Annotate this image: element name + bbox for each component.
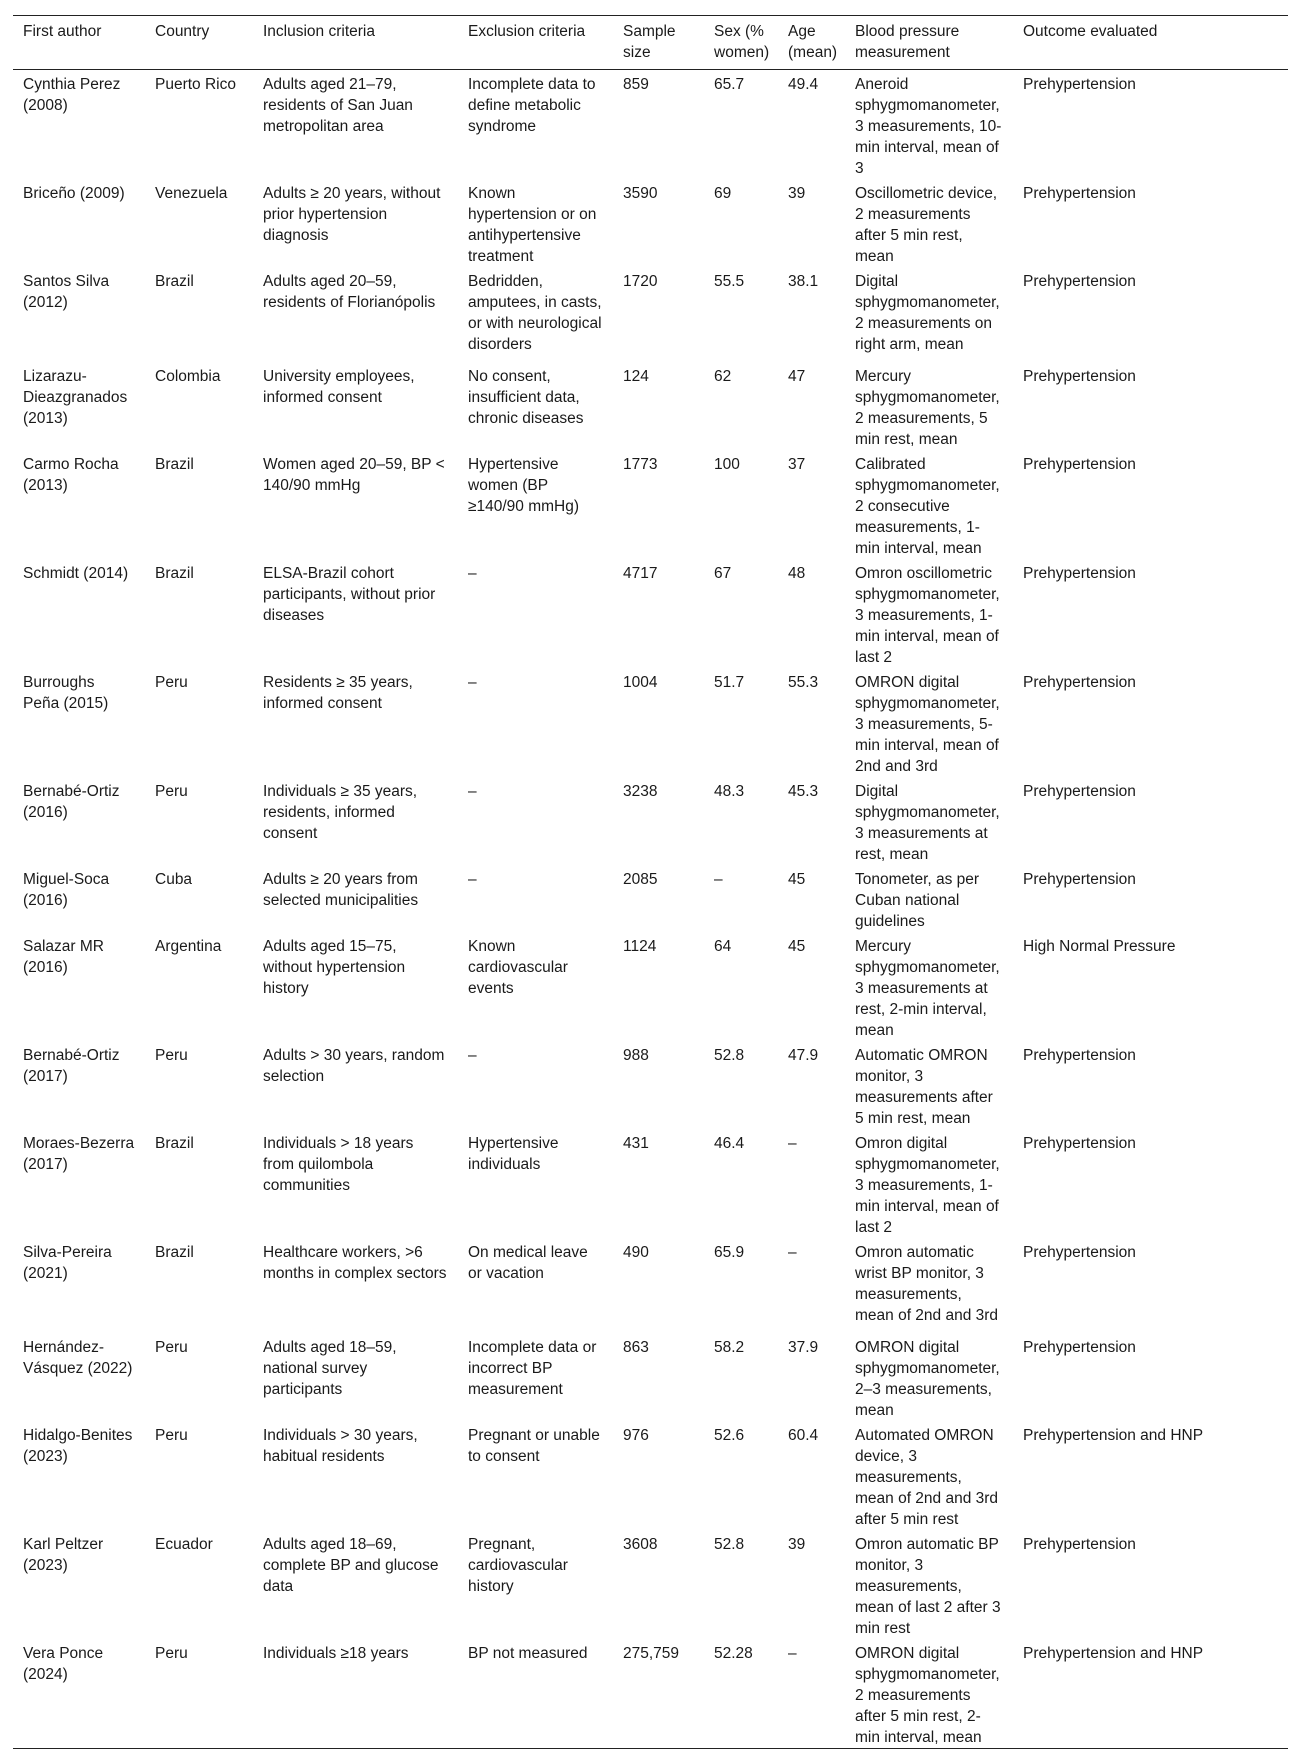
cell-exclusion-criteria: Known hypertension or on antihypertensive treatment: [468, 185, 597, 265]
cell-outcome: Prehypertension: [1023, 273, 1136, 290]
header-inclusion-criteria: Inclusion criteria: [263, 23, 375, 40]
cell-age: –: [788, 1135, 797, 1152]
cell-age: 49.4: [788, 76, 819, 93]
cell-bp-measurement: Tonometer, as per Cuban national guidelines: [855, 871, 980, 930]
cell-exclusion-criteria: Incomplete data to define metabolic syndrome: [468, 76, 596, 135]
cell-bp-measurement: Omron automatic wrist BP monitor, 3 measurements, mean of 2nd and 3rd: [855, 1244, 999, 1324]
cell-sex: 62: [714, 368, 732, 385]
cell-sex: 52.8: [714, 1047, 745, 1064]
cell-country: Argentina: [155, 938, 222, 955]
cell-inclusion-criteria: Individuals ≥18 years: [263, 1645, 409, 1662]
studies-table-container: [13, 15, 1288, 1749]
cell-country: Peru: [155, 783, 188, 800]
table-row: [13, 932, 1288, 1041]
cell-sex: –: [714, 871, 723, 888]
cell-bp-measurement: Omron oscillometric sphygmomanometer, 3 measurements, 1-min interval, mean of last 2: [855, 565, 1000, 666]
cell-sample-size: 859: [623, 76, 649, 93]
cell-outcome: High Normal Pressure: [1023, 938, 1176, 955]
table-row: [13, 865, 1288, 932]
cell-age: –: [788, 1244, 797, 1261]
cell-outcome: Prehypertension: [1023, 565, 1136, 582]
cell-country: Brazil: [155, 1244, 194, 1261]
cell-outcome: Prehypertension: [1023, 1244, 1136, 1261]
cell-bp-measurement: Oscillometric device, 2 measurements after 5 min rest, mean: [855, 185, 998, 265]
table-body: [13, 70, 1288, 1749]
cell-first-author: Schmidt (2014): [23, 565, 129, 582]
cell-first-author: Briceño (2009): [23, 185, 125, 202]
cell-inclusion-criteria: Adults ≥ 20 years, without prior hypertension diagnosis: [263, 185, 441, 244]
cell-country: Brazil: [155, 565, 194, 582]
cell-sample-size: 2085: [623, 871, 658, 888]
cell-sample-size: 431: [623, 1135, 649, 1152]
cell-exclusion-criteria: Hypertensive women (BP ≥140/90 mmHg): [468, 456, 580, 515]
cell-country: Venezuela: [155, 185, 228, 202]
cell-outcome: Prehypertension: [1023, 185, 1136, 202]
cell-bp-measurement: Omron digital sphygmomanometer, 3 measurements, 1-min interval, mean of last 2: [855, 1135, 1000, 1236]
cell-sample-size: 275,759: [623, 1645, 680, 1662]
cell-sex: 65.7: [714, 76, 745, 93]
cell-first-author: Bernabé-Ortiz (2017): [23, 1047, 120, 1085]
cell-bp-measurement: Automated OMRON device, 3 measurements, mean of 2nd and 3rd after 5 min rest: [855, 1427, 999, 1528]
cell-age: 37.9: [788, 1339, 819, 1356]
table-row: [13, 70, 1288, 180]
table-row: [13, 1639, 1288, 1749]
cell-inclusion-criteria: Individuals > 30 years, habitual residents: [263, 1427, 418, 1465]
cell-exclusion-criteria: –: [468, 871, 477, 888]
cell-exclusion-criteria: Known cardiovascular events: [468, 938, 568, 997]
cell-first-author: Miguel-Soca (2016): [23, 871, 110, 909]
cell-age: 39: [788, 185, 806, 202]
cell-outcome: Prehypertension: [1023, 783, 1136, 800]
table-row: [13, 1421, 1288, 1530]
cell-bp-measurement: Omron automatic BP monitor, 3 measurements, mean of last 2 after 3 min rest: [855, 1536, 1001, 1637]
cell-first-author: Santos Silva (2012): [23, 273, 110, 311]
cell-age: 45.3: [788, 783, 819, 800]
cell-outcome: Prehypertension: [1023, 456, 1136, 473]
header-sex: Sex (% women): [714, 23, 770, 61]
cell-country: Puerto Rico: [155, 76, 236, 93]
cell-first-author: Karl Peltzer (2023): [23, 1536, 104, 1574]
cell-inclusion-criteria: Adults aged 20–59, residents of Florianópolis: [263, 273, 436, 311]
cell-outcome: Prehypertension: [1023, 1536, 1136, 1553]
header-outcome: Outcome evaluated: [1023, 23, 1158, 40]
cell-sample-size: 1004: [623, 674, 658, 691]
cell-country: Peru: [155, 1339, 188, 1356]
cell-country: Brazil: [155, 1135, 194, 1152]
cell-bp-measurement: Mercury sphygmomanometer, 2 measurements, 5 min rest, mean: [855, 368, 1000, 448]
cell-exclusion-criteria: Pregnant, cardiovascular history: [468, 1536, 568, 1595]
cell-age: 37: [788, 456, 806, 473]
cell-age: –: [788, 1645, 797, 1662]
cell-inclusion-criteria: Adults > 30 years, random selection: [263, 1047, 445, 1085]
cell-bp-measurement: Mercury sphygmomanometer, 3 measurements at rest, 2-min interval, mean: [855, 938, 1000, 1039]
cell-exclusion-criteria: –: [468, 565, 477, 582]
cell-sex: 51.7: [714, 674, 745, 691]
cell-first-author: Vera Ponce (2024): [23, 1645, 104, 1683]
cell-sex: 46.4: [714, 1135, 745, 1152]
cell-exclusion-criteria: BP not measured: [468, 1645, 588, 1662]
cell-first-author: Cynthia Perez (2008): [23, 76, 121, 114]
header-exclusion-criteria: Exclusion criteria: [468, 23, 586, 40]
cell-bp-measurement: Aneroid sphygmomanometer, 3 measurements, 10-min interval, mean of 3: [855, 76, 1002, 177]
cell-first-author: Burroughs Peña (2015): [23, 674, 109, 712]
table-row: [13, 668, 1288, 777]
cell-inclusion-criteria: Healthcare workers, >6 months in complex sectors: [263, 1244, 447, 1282]
cell-inclusion-criteria: Individuals ≥ 35 years, residents, informed consent: [263, 783, 418, 842]
cell-outcome: Prehypertension: [1023, 1135, 1136, 1152]
cell-exclusion-criteria: Hypertensive individuals: [468, 1135, 559, 1173]
cell-age: 47.9: [788, 1047, 819, 1064]
cell-exclusion-criteria: No consent, insufficient data, chronic diseases: [468, 368, 584, 427]
table-row: [13, 1238, 1288, 1333]
cell-outcome: Prehypertension: [1023, 76, 1136, 93]
table-row: [13, 179, 1288, 267]
cell-outcome: Prehypertension and HNP: [1023, 1645, 1204, 1662]
cell-first-author: Salazar MR (2016): [23, 938, 104, 976]
cell-outcome: Prehypertension: [1023, 674, 1136, 691]
cell-first-author: Bernabé-Ortiz (2016): [23, 783, 120, 821]
cell-country: Colombia: [155, 368, 221, 385]
cell-inclusion-criteria: University employees, informed consent: [263, 368, 415, 406]
cell-sample-size: 1773: [623, 456, 658, 473]
cell-outcome: Prehypertension and HNP: [1023, 1427, 1204, 1444]
header-row: [13, 16, 1288, 70]
cell-age: 55.3: [788, 674, 819, 691]
cell-country: Brazil: [155, 456, 194, 473]
header-age: Age (mean): [788, 23, 838, 61]
cell-outcome: Prehypertension: [1023, 1047, 1136, 1064]
cell-inclusion-criteria: Adults aged 18–59, national survey participants: [263, 1339, 397, 1398]
cell-sex: 65.9: [714, 1244, 745, 1261]
cell-sample-size: 490: [623, 1244, 649, 1261]
cell-bp-measurement: Automatic OMRON monitor, 3 measurements after 5 min rest, mean: [855, 1047, 993, 1127]
cell-inclusion-criteria: ELSA-Brazil cohort participants, without prior diseases: [263, 565, 436, 624]
cell-age: 60.4: [788, 1427, 819, 1444]
header-first-author: First author: [23, 23, 102, 40]
table-row: [13, 1530, 1288, 1639]
cell-first-author: Moraes-Bezerra (2017): [23, 1135, 135, 1173]
cell-outcome: Prehypertension: [1023, 871, 1136, 888]
table-row: [13, 559, 1288, 668]
cell-country: Cuba: [155, 871, 193, 888]
cell-bp-measurement: OMRON digital sphygmomanometer, 2–3 measurements, mean: [855, 1339, 1000, 1419]
cell-exclusion-criteria: Bedridden, amputees, in casts, or with neurological disorders: [468, 273, 602, 353]
header-bp-measurement: Blood pressure measurement: [855, 23, 960, 61]
header-sample-size: Sample size: [623, 23, 676, 61]
cell-exclusion-criteria: –: [468, 783, 477, 800]
cell-age: 48: [788, 565, 806, 582]
table-row: [13, 1041, 1288, 1129]
cell-inclusion-criteria: Adults ≥ 20 years from selected municipalities: [263, 871, 419, 909]
cell-first-author: Silva-Pereira (2021): [23, 1244, 112, 1282]
table-header: [13, 16, 1288, 70]
cell-bp-measurement: OMRON digital sphygmomanometer, 2 measurements after 5 min rest, 2-min interval, mean: [855, 1645, 1000, 1746]
cell-sample-size: 988: [623, 1047, 649, 1064]
cell-country: Peru: [155, 1047, 188, 1064]
cell-sample-size: 3608: [623, 1536, 658, 1553]
cell-sample-size: 3590: [623, 185, 658, 202]
cell-sample-size: 976: [623, 1427, 649, 1444]
cell-sample-size: 1124: [623, 938, 657, 955]
cell-bp-measurement: Digital sphygmomanometer, 3 measurements at rest, mean: [855, 783, 1000, 863]
table-row: [13, 362, 1288, 450]
cell-first-author: Lizarazu-Dieazgranados (2013): [23, 368, 128, 427]
table-row: [13, 450, 1288, 559]
cell-country: Peru: [155, 1645, 188, 1662]
cell-country: Brazil: [155, 273, 194, 290]
cell-sex: 55.5: [714, 273, 745, 290]
cell-bp-measurement: Digital sphygmomanometer, 2 measurements on right arm, mean: [855, 273, 1000, 353]
cell-age: 45: [788, 871, 806, 888]
cell-age: 38.1: [788, 273, 819, 290]
cell-sex: 58.2: [714, 1339, 745, 1356]
cell-sex: 67: [714, 565, 732, 582]
table-row: [13, 777, 1288, 865]
cell-bp-measurement: OMRON digital sphygmomanometer, 3 measurements, 5-min interval, mean of 2nd and 3rd: [855, 674, 1000, 775]
cell-exclusion-criteria: Pregnant or unable to consent: [468, 1427, 600, 1465]
table-row: [13, 1129, 1288, 1238]
cell-sample-size: 3238: [623, 783, 658, 800]
cell-inclusion-criteria: Residents ≥ 35 years, informed consent: [263, 674, 413, 712]
cell-inclusion-criteria: Women aged 20–59, BP < 140/90 mmHg: [263, 456, 445, 494]
cell-bp-measurement: Calibrated sphygmomanometer, 2 consecutive measurements, 1-min interval, mean: [855, 456, 1000, 557]
cell-sex: 100: [714, 456, 740, 473]
cell-sex: 52.6: [714, 1427, 745, 1444]
cell-inclusion-criteria: Adults aged 15–75, without hypertension history: [263, 938, 406, 997]
studies-table: [13, 15, 1288, 1749]
cell-outcome: Prehypertension: [1023, 1339, 1136, 1356]
cell-sex: 48.3: [714, 783, 745, 800]
cell-sex: 52.8: [714, 1536, 745, 1553]
cell-exclusion-criteria: –: [468, 674, 477, 691]
cell-first-author: Carmo Rocha (2013): [23, 456, 119, 494]
cell-first-author: Hidalgo-Benites (2023): [23, 1427, 133, 1465]
cell-exclusion-criteria: –: [468, 1047, 477, 1064]
cell-exclusion-criteria: On medical leave or vacation: [468, 1244, 588, 1282]
cell-age: 47: [788, 368, 806, 385]
cell-sample-size: 124: [623, 368, 649, 385]
table-row: [13, 1333, 1288, 1421]
cell-country: Peru: [155, 1427, 188, 1444]
cell-first-author: Hernández-Vásquez (2022): [23, 1339, 133, 1377]
cell-inclusion-criteria: Individuals > 18 years from quilombola communities: [263, 1135, 414, 1194]
cell-sample-size: 863: [623, 1339, 649, 1356]
header-country: Country: [155, 23, 210, 40]
cell-country: Ecuador: [155, 1536, 213, 1553]
cell-outcome: Prehypertension: [1023, 368, 1136, 385]
cell-inclusion-criteria: Adults aged 18–69, complete BP and glucose data: [263, 1536, 439, 1595]
cell-age: 45: [788, 938, 806, 955]
cell-sample-size: 4717: [623, 565, 658, 582]
table-row: [13, 267, 1288, 362]
cell-sex: 52.28: [714, 1645, 753, 1662]
cell-sex: 69: [714, 185, 732, 202]
cell-inclusion-criteria: Adults aged 21–79, residents of San Juan metropolitan area: [263, 76, 413, 135]
cell-sample-size: 1720: [623, 273, 658, 290]
cell-age: 39: [788, 1536, 806, 1553]
cell-country: Peru: [155, 674, 188, 691]
cell-exclusion-criteria: Incomplete data or incorrect BP measurement: [468, 1339, 597, 1398]
cell-sex: 64: [714, 938, 732, 955]
